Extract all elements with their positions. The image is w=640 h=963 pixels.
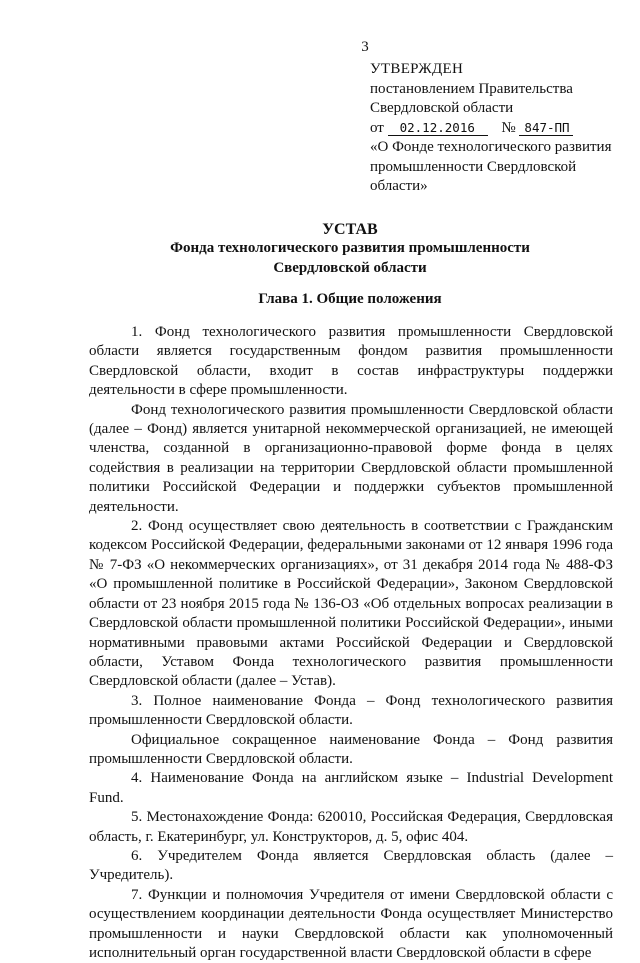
- document-subtitle: [89, 238, 611, 278]
- approval-stamp: [370, 60, 630, 197]
- document-subtitle-line-1: Фонда технологического развития промышленности: [170, 240, 530, 256]
- approval-title-line-1: «О Фонде технологического развития: [370, 139, 612, 155]
- approval-line-2: Свердловской области: [370, 100, 514, 116]
- document-title: УСТАВ: [322, 221, 378, 238]
- paragraph-6: 4. Наименование Фонда на английском языке – Industrial Development Fund.: [89, 770, 613, 806]
- approval-date: 02.12.2016: [388, 121, 488, 136]
- approval-date-number-line: [370, 119, 630, 139]
- approval-title-line-3: области»: [370, 178, 428, 194]
- paragraph-8: 6. Учредителем Фонда является Свердловская область (далее – Учредитель).: [89, 847, 613, 884]
- chapter-title: Глава 1. Общие положения: [258, 291, 442, 307]
- approval-from-label: от: [370, 119, 384, 136]
- paragraph-1: 1. Фонд технологического развития промышленности Свердловской области является государственным фондом развития промышленности Свердловской области, входит в состав инфраструктуры поддержки деятельности в сфере промышленности.: [89, 324, 613, 399]
- approval-status: УТВЕРЖДЕН: [370, 61, 464, 77]
- page-number: 3: [361, 39, 369, 55]
- document-subtitle-line-2: Свердловской области: [273, 260, 427, 276]
- paragraph-4: 3. Полное наименование Фонда – Фонд технологического развития промышленности Свердловской области.: [89, 692, 613, 729]
- paragraph-7: 5. Местонахождение Фонда: 620010, Российская Федерация, Свердловская область, г. Екатеринбург, ул. Конструкторов, д. 5, офис 404.: [89, 809, 613, 845]
- paragraph-2: Фонд технологического развития промышленности Свердловской области (далее – Фонд) является унитарной некоммерческой организацией, не имеющей членства, созданной в организационно-правовой форме фонда в целях содействия в реализации на территории Свердловской области промышленной политики Российской Федерации и поддержки субъектов промышленной деятельности.: [89, 401, 613, 515]
- paragraph-3: 2. Фонд осуществляет свою деятельность в соответствии с Гражданским кодексом Российской Федерации, федеральными законами от 12 января 1996 года № 7-ФЗ «О некоммерческих организациях», от 31 декабря 2014 года № 488-ФЗ «О промышленной политике в Российской Федерации», Законом Свердловской области от 23 ноября 2015 года № 136-ОЗ «Об отдельных вопросах реализации в Свердловской области промышленной политики Российской Федерации», иными нормативными правовыми актами Российской Федерации и Свердловской области, Уставом Фонда технологического развития промышленности Свердловской области (далее – Устав).: [89, 518, 613, 690]
- approval-number-label: №: [501, 119, 516, 136]
- approval-title-line-2: промышленности Свердловской: [370, 158, 577, 175]
- approval-number: 847-ПП: [519, 121, 573, 136]
- document-body: [89, 323, 613, 963]
- approval-line-1: постановлением Правительства: [370, 80, 573, 97]
- paragraph-5: Официальное сокращенное наименование Фонда – Фонд развития промышленности Свердловской области.: [89, 731, 613, 767]
- paragraph-9: 7. Функции и полномочия Учредителя от имени Свердловской области с осуществлением координации деятельности Фонда осуществляет Министерство промышленности и науки Свердловской области как уполномоченный исполнительный орган государственной власти Свердловской области в сфере: [89, 886, 613, 961]
